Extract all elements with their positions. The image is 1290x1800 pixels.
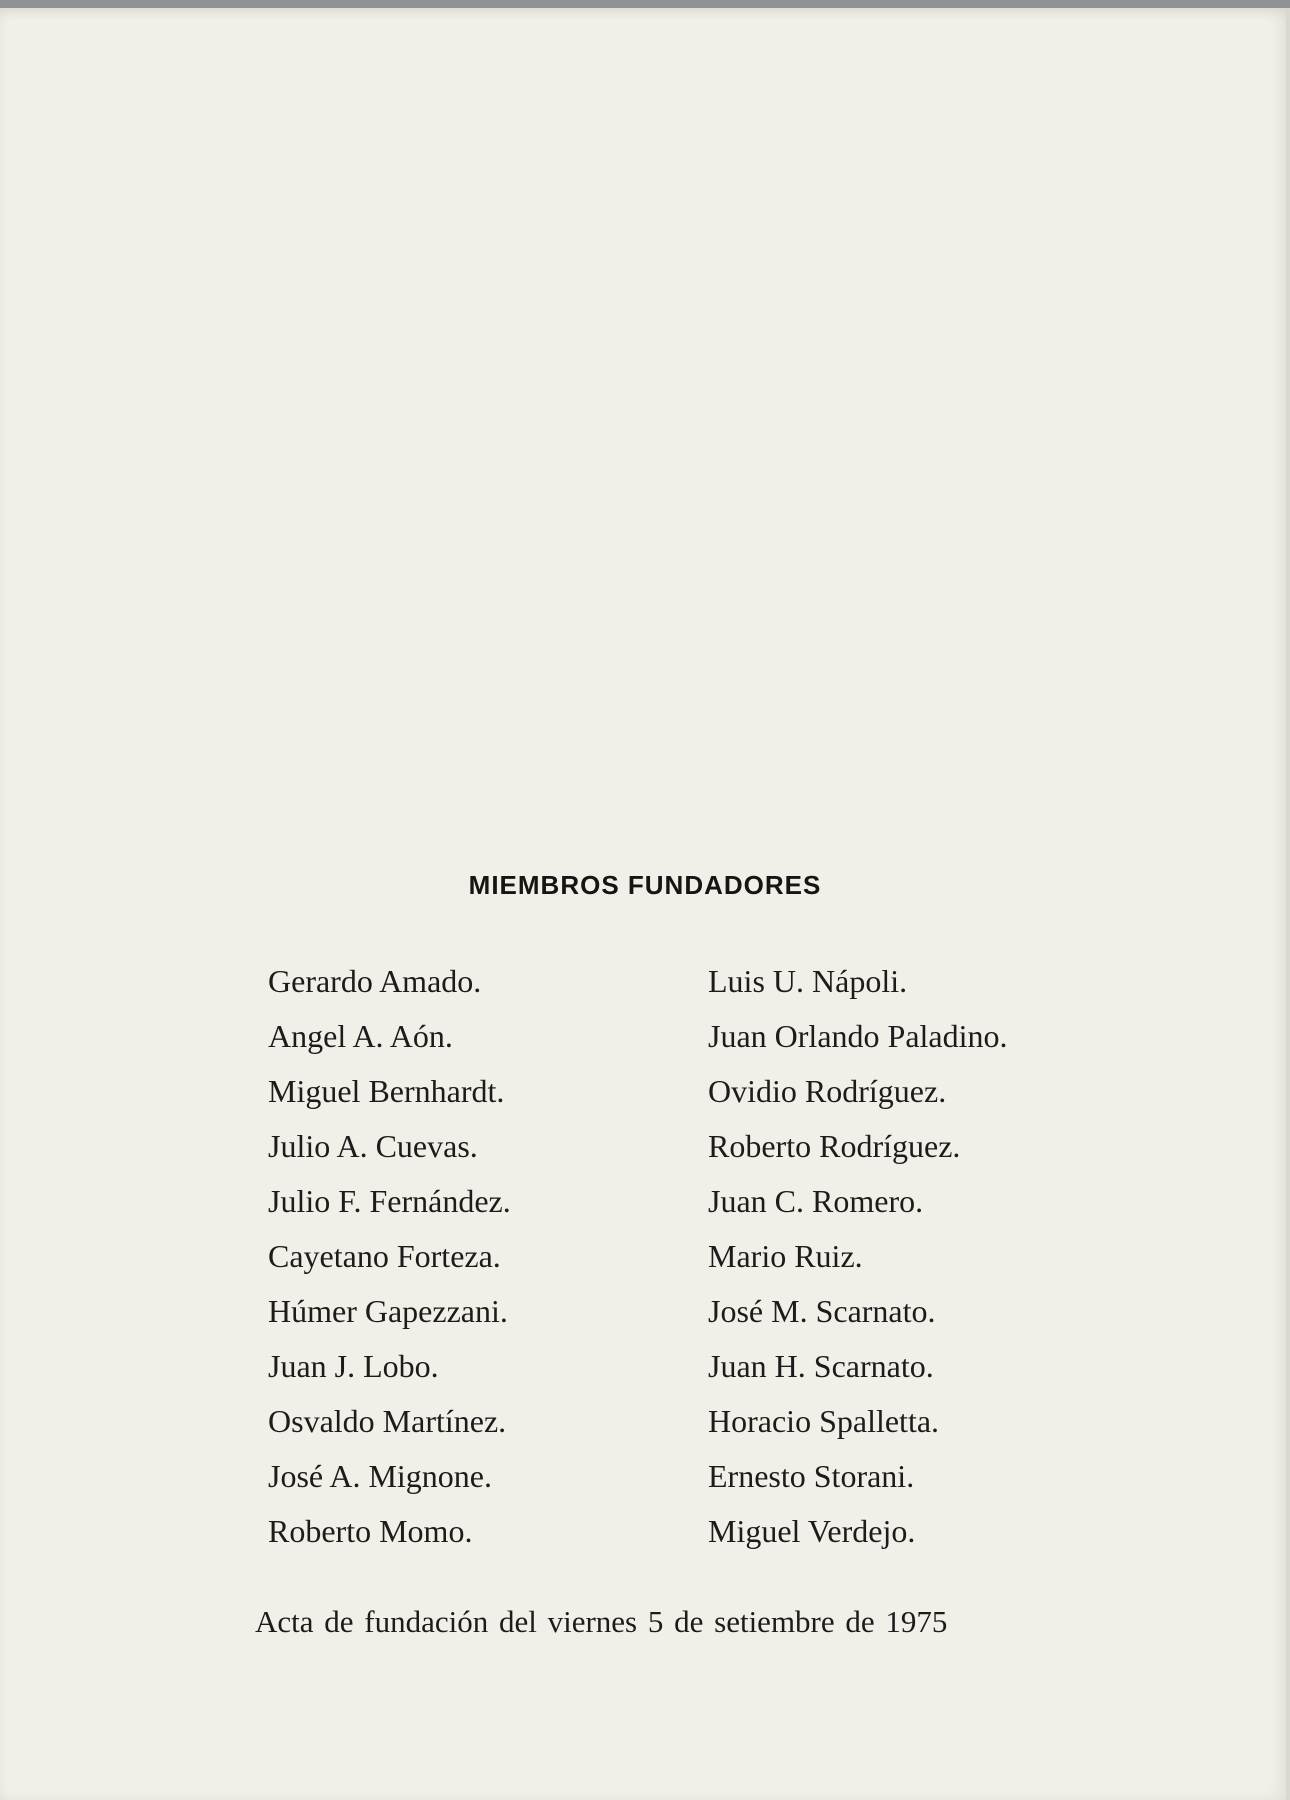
member-name: Juan C. Romero. [708, 1183, 924, 1219]
member-name: Julio F. Fernández. [268, 1183, 511, 1219]
member-name: Julio A. Cuevas. [268, 1128, 478, 1164]
member-name: José M. Scarnato. [708, 1293, 936, 1329]
member-name: Angel A. Aón. [268, 1018, 453, 1054]
member-name: Osvaldo Martínez. [268, 1403, 507, 1439]
member-name: Miguel Verdejo. [708, 1513, 916, 1549]
member-name: Juan Orlando Paladino. [708, 1018, 1008, 1054]
page-title: MIEMBROS FUNDADORES [468, 870, 822, 900]
member-name: Húmer Gapezzani. [268, 1293, 508, 1329]
founding-act-note: Acta de fundación del viernes 5 de setiembre de 1975 [255, 1604, 948, 1639]
members-list-left [268, 954, 511, 1559]
member-name: Luis U. Nápoli. [708, 963, 908, 999]
member-name: Roberto Momo. [268, 1513, 473, 1549]
document-page [0, 8, 1290, 1800]
member-name: José A. Mignone. [268, 1458, 492, 1494]
member-name: Juan H. Scarnato. [708, 1348, 934, 1384]
member-name: Roberto Rodríguez. [708, 1128, 961, 1164]
member-name: Juan J. Lobo. [268, 1348, 439, 1384]
member-name: Cayetano Forteza. [268, 1238, 501, 1274]
member-name: Ernesto Storani. [708, 1458, 915, 1494]
member-name: Gerardo Amado. [268, 963, 482, 999]
member-name: Miguel Bernhardt. [268, 1073, 505, 1109]
member-name: Horacio Spalletta. [708, 1403, 940, 1439]
member-name: Ovidio Rodríguez. [708, 1073, 947, 1109]
member-name: Mario Ruiz. [708, 1238, 863, 1274]
members-list-right [708, 954, 1008, 1559]
